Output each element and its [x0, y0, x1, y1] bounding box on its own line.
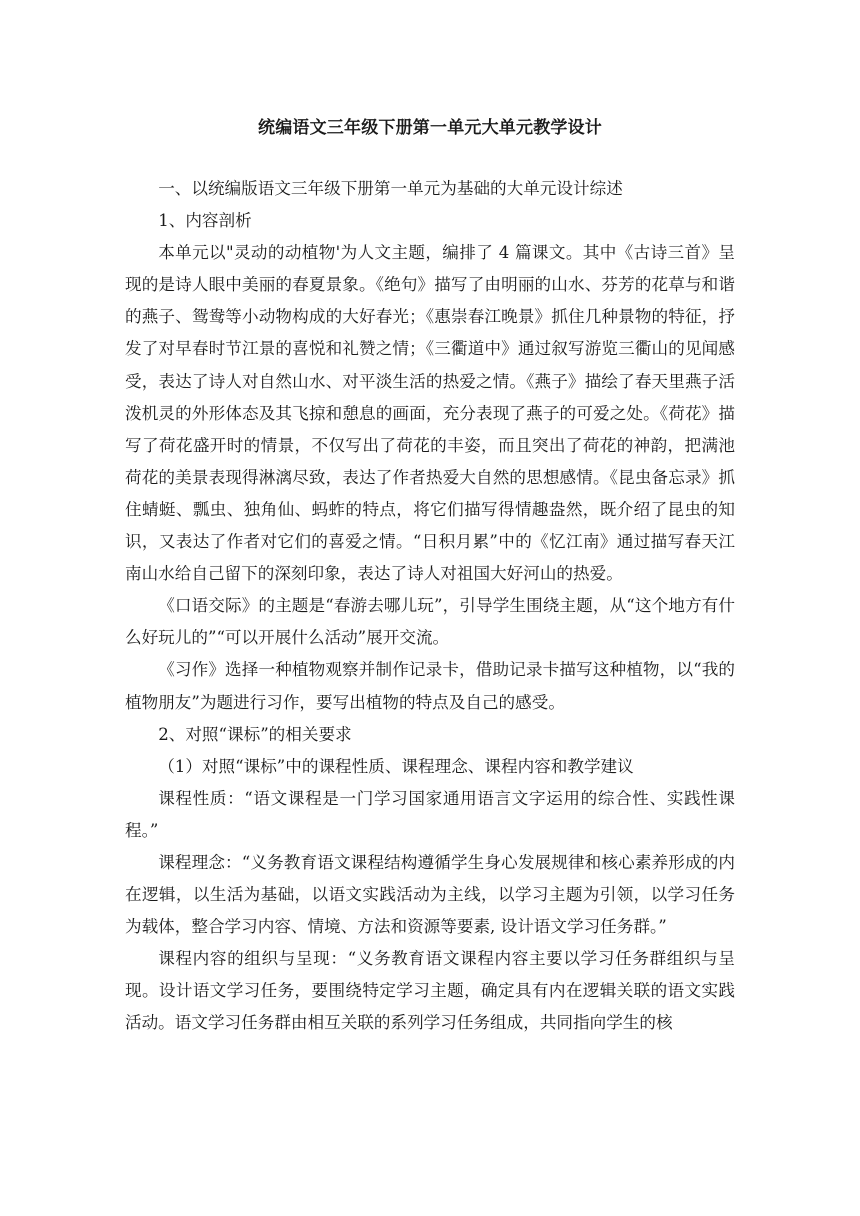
subsection-heading-standards: 2、对照“课标”的相关要求: [158, 724, 352, 744]
document-title: 统编语文三年级下册第一单元大单元教学设计: [258, 118, 602, 138]
paragraph-writing-task: 《习作》选择一种植物观察并制作记录卡，借助记录卡描写这种植物，以“我的植物朋友”为题进行习作，要写出植物的特点及自己的感受。: [125, 660, 735, 712]
subsection-heading-course-aspects: （1）对照“课标”中的课程性质、课程理念、课程内容和教学建议: [158, 756, 634, 776]
subsection-heading-content-analysis: 1、内容剖析: [158, 211, 252, 231]
section-heading-overview: 一、以统编版语文三年级下册第一单元为基础的大单元设计综述: [158, 179, 623, 198]
paragraph-course-content-organization: 课程内容的组织与呈现：“义务教育语文课程内容主要以学习任务群组织与呈现。设计语文学习任务，要围绕特定学习主题，确定具有内在逻辑关联的语文实践活动。语文学习任务群由相互关联的系列学习任务组成，共同指向学生的核: [125, 949, 735, 1033]
paragraph-course-philosophy: 课程理念：“义务教育语文课程结构遵循学生身心发展规律和核心素养形成的内在逻辑，以生活为基础，以语文实践活动为主线，以学习主题为引领，以学习任务为载体，整合学习内容、情境、方法和资源等要素, 设计语文学习任务群。”: [125, 852, 735, 937]
document-body: [125, 112, 735, 1040]
paragraph-course-nature: 课程性质：“语文课程是一门学习国家通用语言文字运用的综合性、实践性课程。”: [125, 788, 735, 840]
paragraph-unit-summary: 本单元以"灵动的动植物'为人文主题，编排了 4 篇课文。其中《古诗三首》呈现的是诗人眼中美丽的春夏景象。《绝句》描写了由明丽的山水、芬芳的花草与和谐的燕子、鸳鸯等小动物构成的大好春光；《惠崇春江晚景》抓住几种景物的特征，抒发了对早春时节江景的喜悦和礼赞之情；《三衢道中》通过叙写游览三衢山的见闻感受，表达了诗人对自然山水、对平淡生活的热爱之情。《燕子》描绘了春天里燕子活泼机灵的外形体态及其飞掠和憩息的画面，充分表现了燕子的可爱之处。《荷花》描写了荷花盛开时的情景，不仅写出了荷花的丰姿，而且突出了荷花的神韵，把满池荷花的美景表现得淋漓尽致，表达了作者热爱大自然的思想感情。《昆虫备忘录》抓住蜻蜓、瓢虫、独角仙、蚂蚱的特点，将它们描写得情趣盎然，既介绍了昆虫的知识，又表达了作者对它们的喜爱之情。“日积月累”中的《忆江南》通过描写春天江南山水给自己留下的深刻印象，表达了诗人对祖国大好河山的热爱。: [125, 243, 735, 584]
paragraph-oral-communication: 《口语交际》的主题是“春游去哪儿玩”，引导学生围绕主题，从“这个地方有什么好玩儿的”“可以开展什么活动”展开交流。: [125, 596, 735, 648]
